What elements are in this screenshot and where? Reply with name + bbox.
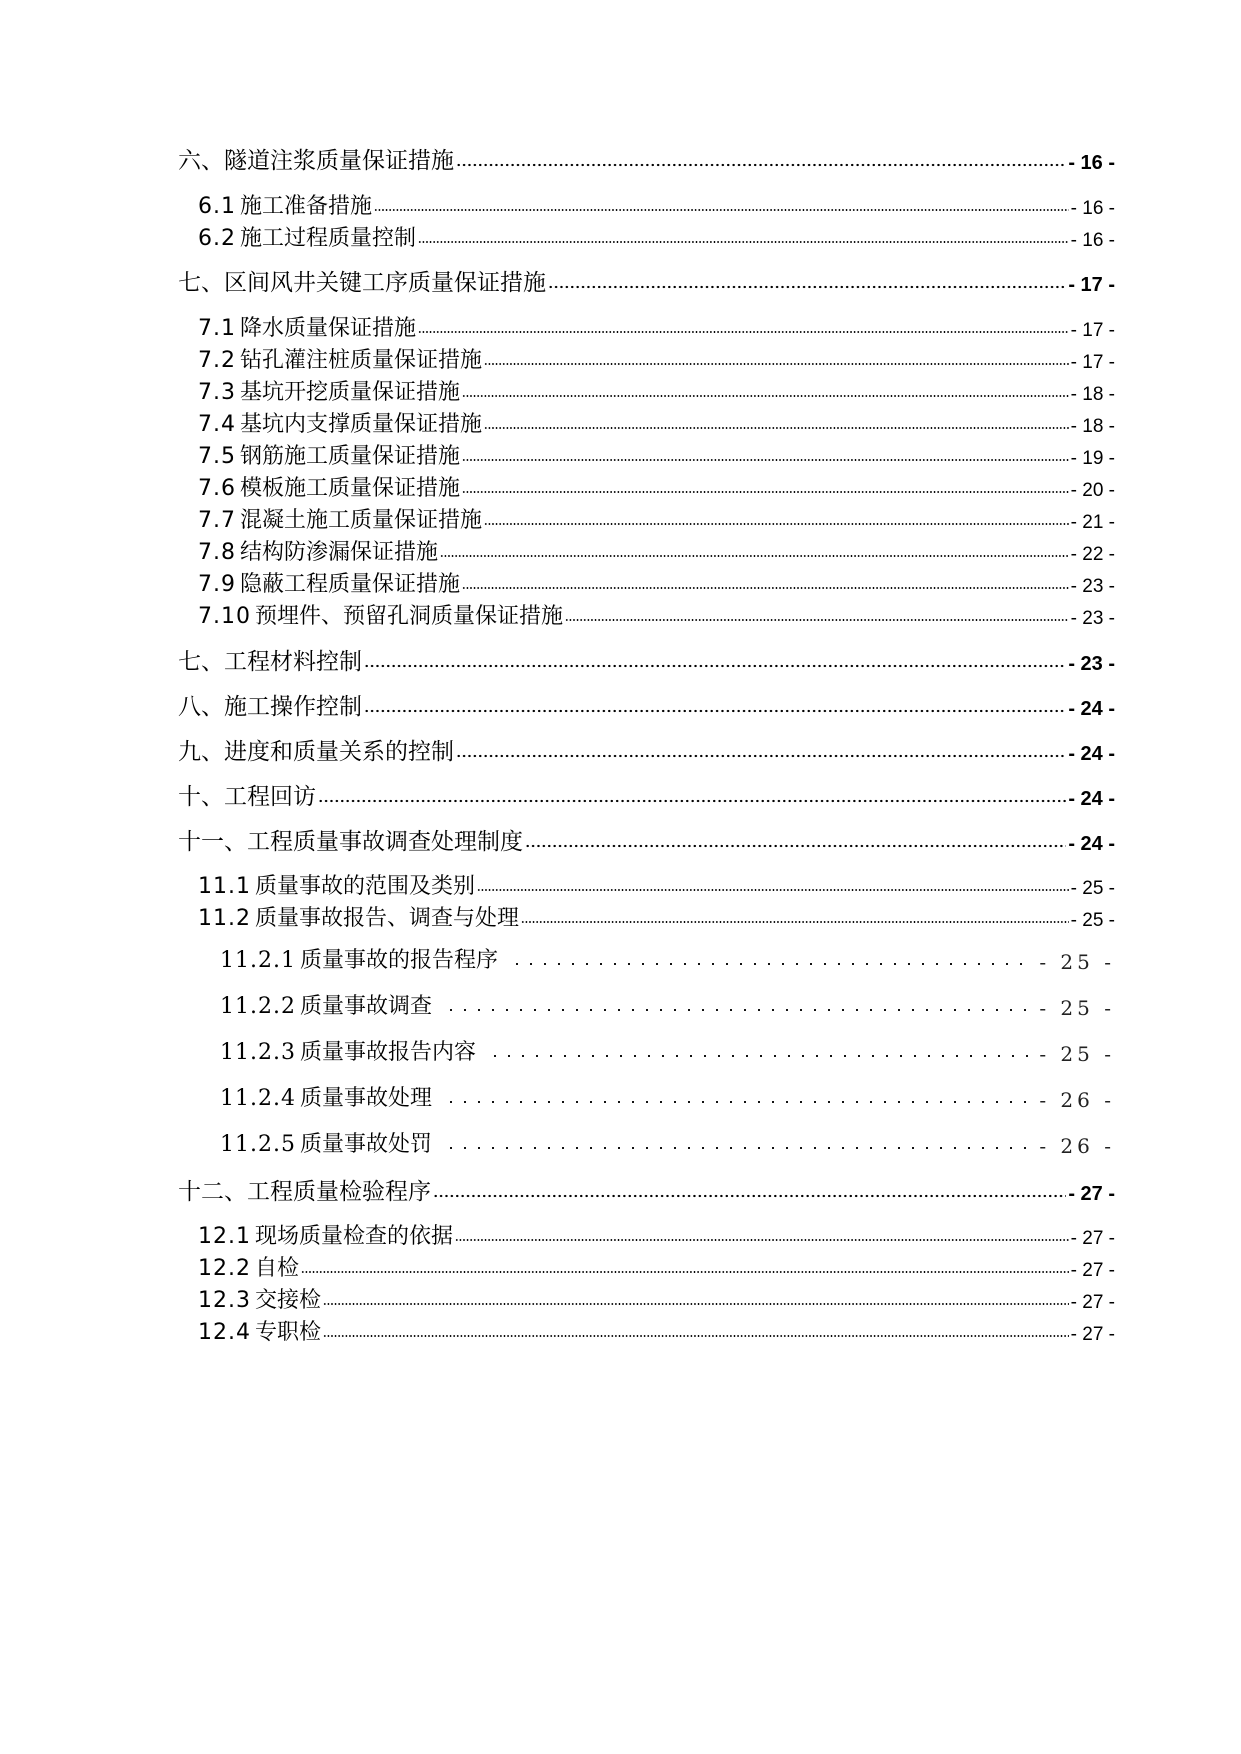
dot-leader [462,490,1069,494]
toc-entry-title: 基坑开挖质量保证措施 [240,380,461,405]
toc-entry[interactable] [198,542,1115,564]
toc-entry[interactable] [178,741,1115,764]
toc-entry[interactable] [198,414,1115,436]
toc-entry[interactable] [220,1042,1115,1064]
toc-entry[interactable] [198,1258,1115,1280]
toc-entry-title: 质量事故报告内容 [299,1040,476,1065]
toc-entry-number: 12.3 [198,1288,251,1313]
toc-entry-number: 12.4 [198,1320,251,1345]
dot-leader [418,330,1069,334]
toc-entry-page: - 23 - [1068,653,1115,675]
toc-entry-page: - 27 - [1070,1260,1115,1281]
toc-entry-title: 模板施工质量保证措施 [240,476,461,501]
dot-leader [477,888,1069,892]
toc-entry-number: 6.2 [198,226,236,251]
dot-leader [456,163,1066,167]
dot-leader [548,285,1066,289]
toc-entry-number: 12.1 [198,1224,251,1249]
toc-entry-number: 7.1 [198,316,236,341]
toc-entry-title: 七、区间风井关键工序质量保证措施 [178,270,546,296]
toc-entry-page: - 16 - [1070,230,1115,251]
dot-leader [440,554,1069,558]
toc-entry-title: 施工过程质量控制 [240,226,417,251]
toc-entry-title: 七、工程材料控制 [178,649,362,675]
toc-entry-number: 7.5 [198,444,236,469]
toc-entry[interactable] [178,651,1115,674]
toc-entry-number: 7.10 [198,604,251,629]
toc-entry-number: 11.2.2 [220,994,296,1019]
toc-entry-page: - 27 - [1070,1292,1115,1313]
toc-entry[interactable] [198,318,1115,340]
dot-leader [462,586,1069,590]
toc-entry[interactable] [198,1322,1115,1344]
toc-entry-number: 11.1 [198,874,251,899]
dot-leader [438,1146,1033,1150]
toc-entry-page: - 26 - [1039,1134,1115,1158]
toc-entry[interactable] [220,950,1115,972]
dot-leader [364,664,1066,668]
toc-entry[interactable] [198,606,1115,628]
toc-entry[interactable] [198,350,1115,372]
toc-entry-page: - 24 - [1068,743,1115,765]
toc-entry-title: 钢筋施工质量保证措施 [240,444,461,469]
toc-entry[interactable] [220,1134,1115,1156]
toc-entry-page: - 25 - [1070,910,1115,931]
toc-entry-number: 6.1 [198,194,236,219]
toc-entry-page: - 24 - [1068,698,1115,720]
toc-entry-title: 六、隧道注浆质量保证措施 [178,148,454,174]
toc-entry-title: 质量事故报告、调查与处理 [254,906,519,931]
toc-entry-page: - 23 - [1070,608,1115,629]
toc-entry[interactable] [198,908,1115,930]
toc-entry-title: 交接检 [254,1288,321,1313]
toc-entry[interactable] [178,696,1115,719]
toc-entry-number: 7.3 [198,380,236,405]
toc-entry-title: 现场质量检查的依据 [254,1224,453,1249]
dot-leader [323,1302,1069,1306]
toc-entry-title: 质量事故处理 [299,1086,432,1111]
toc-entry[interactable] [198,1290,1115,1312]
toc-entry-title: 结构防渗漏保证措施 [240,540,439,565]
dot-leader [525,844,1066,848]
toc-entry-page: - 25 - [1039,1042,1115,1066]
toc-entry-page: - 26 - [1039,1088,1115,1112]
dot-leader [438,1100,1033,1104]
toc-entry-number: 11.2 [198,906,251,931]
dot-leader [323,1334,1069,1338]
toc-entry-title: 质量事故处罚 [299,1132,432,1157]
dot-leader [318,799,1066,803]
toc-entry-page: - 24 - [1068,833,1115,855]
toc-entry[interactable] [178,272,1115,295]
toc-entry-title: 施工准备措施 [240,194,373,219]
dot-leader [418,240,1069,244]
toc-entry-number: 7.4 [198,412,236,437]
toc-entry[interactable] [198,196,1115,218]
toc-entry[interactable] [178,831,1115,854]
toc-entry[interactable] [178,786,1115,809]
toc-entry[interactable] [220,996,1115,1018]
dot-leader [484,362,1069,366]
toc-entry-number: 12.2 [198,1256,251,1281]
toc-entry[interactable] [198,228,1115,250]
toc-entry-page: - 20 - [1070,480,1115,501]
dot-leader [484,522,1069,526]
toc-entry-number: 7.8 [198,540,236,565]
dot-leader [364,709,1066,713]
toc-entry-number: 7.2 [198,348,236,373]
toc-entry-title: 钻孔灌注桩质量保证措施 [240,348,483,373]
dot-leader [484,426,1069,430]
toc-entry-title: 质量事故调查 [299,994,432,1019]
toc-entry-page: - 21 - [1070,512,1115,533]
toc-entry[interactable] [198,478,1115,500]
toc-entry-page: - 27 - [1070,1228,1115,1249]
toc-entry-title: 混凝土施工质量保证措施 [240,508,483,533]
dot-leader [374,208,1069,212]
toc-entry-page: - 16 - [1070,198,1115,219]
toc-entry-title: 十二、工程质量检验程序 [178,1179,431,1205]
toc-entry-number: 11.2.3 [220,1040,296,1065]
toc-entry-page: - 27 - [1070,1324,1115,1345]
toc-entry-page: - 19 - [1070,448,1115,469]
toc-entry-page: - 17 - [1070,352,1115,373]
dot-leader [521,920,1069,924]
toc-entry-title: 质量事故的报告程序 [299,948,498,973]
toc-entry-title: 基坑内支撑质量保证措施 [240,412,483,437]
dot-leader [565,618,1069,622]
toc-entry[interactable] [220,1088,1115,1110]
toc-entry-page: - 27 - [1068,1183,1115,1205]
dot-leader [462,458,1069,462]
dot-leader [462,394,1069,398]
toc-entry[interactable] [178,150,1115,173]
toc-entry-number: 11.2.4 [220,1086,296,1111]
toc-entry[interactable] [198,574,1115,596]
toc-entry-number: 7.7 [198,508,236,533]
toc-entry-page: - 24 - [1068,788,1115,810]
toc-entry-title: 降水质量保证措施 [240,316,417,341]
toc-entry-title: 九、进度和质量关系的控制 [178,739,454,765]
dot-leader [455,1238,1069,1242]
toc-entry-title: 十一、工程质量事故调查处理制度 [178,829,523,855]
toc-entry-page: - 22 - [1070,544,1115,565]
toc-entry-title: 专职检 [254,1320,321,1345]
toc-entry[interactable] [198,446,1115,468]
toc-entry-page: - 17 - [1068,274,1115,296]
toc-entry-number: 11.2.5 [220,1132,296,1157]
dot-leader [433,1194,1066,1198]
toc-entry[interactable] [198,876,1115,898]
toc-entry-title: 八、施工操作控制 [178,694,362,720]
toc-entry-number: 7.6 [198,476,236,501]
toc-entry-number: 11.2.1 [220,948,296,973]
toc-entry-title: 自检 [254,1256,299,1281]
dot-leader [301,1270,1069,1274]
toc-entry-page: - 17 - [1070,320,1115,341]
dot-leader [482,1054,1033,1058]
toc-entry[interactable] [178,1181,1115,1204]
dot-leader [456,754,1066,758]
toc-entry-title: 质量事故的范围及类别 [254,874,475,899]
toc-entry-title: 预埋件、预留孔洞质量保证措施 [254,604,563,629]
toc-entry[interactable] [198,1226,1115,1248]
toc-entry-page: - 25 - [1039,996,1115,1020]
dot-leader [504,962,1033,966]
toc-entry-number: 7.9 [198,572,236,597]
toc-entry-title: 隐蔽工程质量保证措施 [240,572,461,597]
toc-entry-page: - 18 - [1070,384,1115,405]
toc-entry-page: - 25 - [1070,878,1115,899]
dot-leader [438,1008,1033,1012]
toc-entry[interactable] [198,510,1115,532]
toc-entry-page: - 23 - [1070,576,1115,597]
toc-entry-page: - 16 - [1068,152,1115,174]
toc-entry[interactable] [198,382,1115,404]
toc-entry-title: 十、工程回访 [178,784,316,810]
toc-entry-page: - 25 - [1039,950,1115,974]
toc-entry-page: - 18 - [1070,416,1115,437]
